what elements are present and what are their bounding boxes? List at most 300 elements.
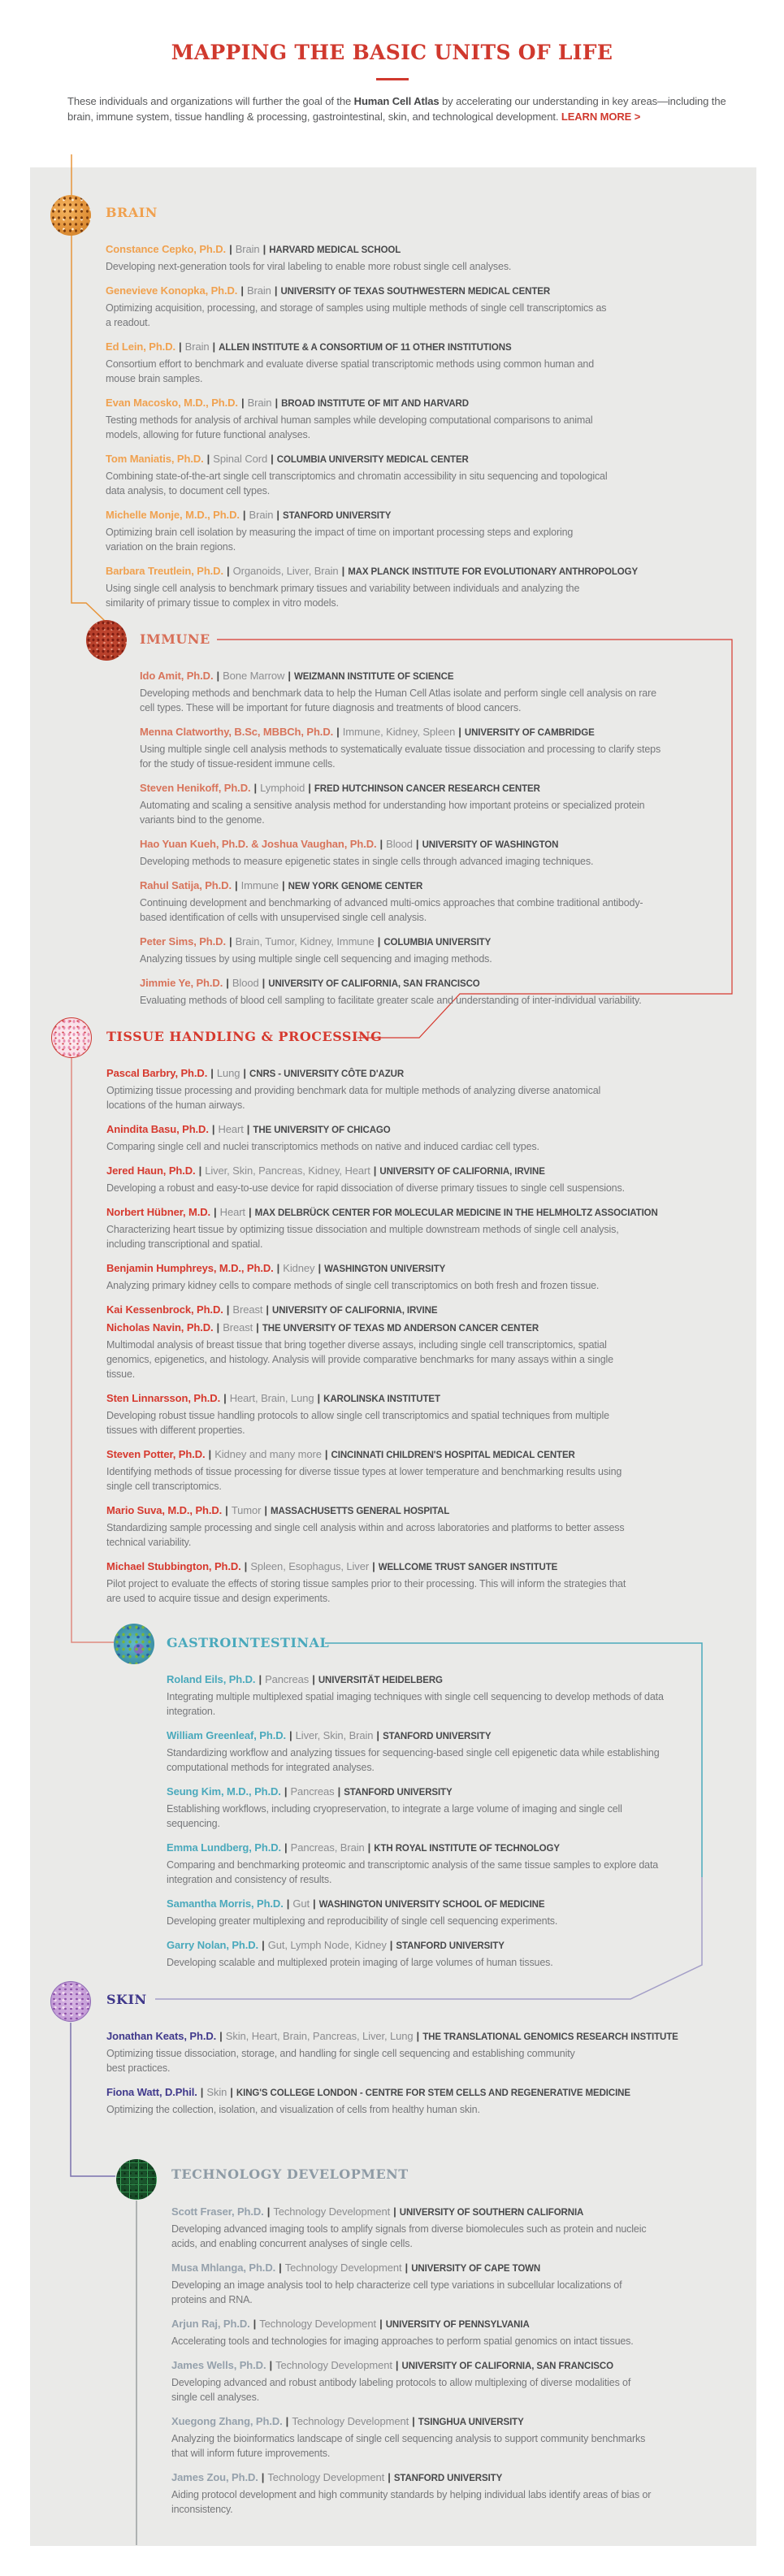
entry-heading (106, 451, 642, 468)
entry-description: Automating and scaling a sensitive analysis method for understanding how important proteins or specialized protein variants bind to the genome. (140, 800, 645, 826)
entry-heading (106, 1260, 748, 1277)
separator-bar: | (216, 670, 220, 682)
institution-name: UNIVERSITY OF CALIFORNIA, SAN FRANCISCO (268, 979, 480, 989)
entry-heading (171, 2260, 732, 2277)
researcher-entry (106, 1065, 748, 1112)
entry-list (106, 2028, 691, 2117)
separator-bar: | (376, 1729, 380, 1741)
researcher-entry (167, 1937, 735, 1970)
organ-list: Brain (184, 340, 210, 353)
researcher-name: Jonathan Keats, Ph.D. (106, 2030, 217, 2042)
researcher-name: Tom Maniatis, Ph.D. (106, 453, 204, 465)
researcher-name: Evan Macosko, M.D., Ph.D. (106, 397, 238, 409)
organ-list: Heart (219, 1206, 245, 1218)
separator-bar: | (226, 1303, 230, 1316)
separator-bar: | (253, 2318, 257, 2330)
researcher-name: Rahul Satija, Ph.D. (140, 879, 232, 891)
organ-list: Liver, Skin, Pancreas, Kidney, Heart (205, 1164, 370, 1177)
separator-bar: | (276, 1262, 280, 1274)
entry-description: Identifying methods of tissue processing for diverse tissue types at lower temperature and benchmarking results using single cell transcriptomics. (106, 1466, 622, 1492)
separator-bar: | (412, 2415, 415, 2427)
entry-description: Using multiple single cell analysis methods to systematically evaluate tissue dissociation and processing to clarify steps for the study of tissue-resident immune cells. (140, 744, 661, 770)
entry-heading (106, 2028, 691, 2045)
separator-bar: | (275, 397, 279, 409)
entry-description: Combining state-of-the-art single cell transcriptomics and chromatin accessibility in situ sequencing and topological data analysis, to document cell types. (106, 471, 608, 497)
organ-list: Tumor (231, 1504, 262, 1516)
entry-heading (167, 1896, 735, 1913)
organ-list: Skin, Heart, Brain, Pancreas, Liver, Lung (225, 2030, 414, 2042)
separator-bar: | (225, 1504, 228, 1516)
researcher-entry (106, 563, 642, 610)
researcher-name: Seung Kim, M.D., Ph.D. (167, 1785, 281, 1798)
organ-list: Liver, Skin, Brain (295, 1729, 374, 1741)
entry-description: Optimizing brain cell isolation by measuring the impact of time on important processing steps and exploring variation on the brain regions. (106, 527, 574, 553)
separator-bar: | (244, 1560, 248, 1572)
organ-list: Skin (206, 2086, 227, 2098)
category-section (106, 1992, 691, 2126)
organ-list: Gut, Lymph Node, Kidney (267, 1939, 387, 1951)
organ-list: Brain (235, 243, 260, 255)
separator-bar: | (312, 1673, 315, 1685)
researcher-name: Genevieve Konopka, Ph.D. (106, 284, 238, 297)
researcher-name: William Greenleaf, Ph.D. (167, 1729, 287, 1741)
separator-bar: | (198, 1164, 202, 1177)
institution-name: TSINGHUA UNIVERSITY (418, 2418, 524, 2427)
organ-list: Gut (292, 1897, 310, 1910)
entry-heading (171, 2357, 732, 2374)
separator-bar: | (288, 670, 291, 682)
separator-bar: | (271, 453, 274, 465)
entry-heading (167, 1840, 735, 1857)
researcher-name: Norbert Hübner, M.D. (106, 1206, 211, 1218)
researcher-name: Scott Fraser, Ph.D. (171, 2205, 264, 2218)
entry-list (171, 2204, 732, 2517)
separator-bar: | (206, 453, 210, 465)
researcher-entry (106, 507, 642, 554)
researcher-name: Ido Amit, Ph.D. (140, 670, 214, 682)
researcher-entry (167, 1728, 735, 1775)
entry-description: Comparing single cell and nuclei transcriptomics methods on native and induced cardiac cell types. (106, 1141, 539, 1152)
separator-bar: | (367, 1841, 371, 1854)
entry-description: Continuing development and benchmarking of advanced multi-omics approaches that combine traditional antibody-based identification of cells with unsupervised single cell analysis. (140, 897, 643, 923)
organ-list: Technology Development (275, 2359, 392, 2371)
entry-description: Developing methods to measure epigenetic states in single cells through advanced imaging techniques. (140, 856, 594, 867)
separator-bar: | (266, 1303, 270, 1316)
researcher-name: Roland Eils, Ph.D. (167, 1673, 256, 1685)
separator-bar: | (284, 1785, 288, 1798)
entry-heading (106, 1121, 748, 1138)
separator-bar: | (210, 1067, 214, 1079)
researcher-entry (106, 1559, 748, 1606)
organ-list: Lymphoid (260, 782, 305, 794)
institution-name: FRED HUTCHINSON CANCER RESEARCH CENTER (314, 784, 540, 794)
entry-heading (106, 1302, 748, 1319)
institution-name: UNIVERSITY OF PENNSYLVANIA (385, 2320, 530, 2330)
researcher-name: Arjun Raj, Ph.D. (171, 2318, 250, 2330)
researcher-entry (140, 668, 725, 715)
tissue-histology-micrograph-icon (51, 1017, 92, 1058)
gastrointestinal-cell-micrograph-icon (114, 1624, 154, 1664)
researcher-entry (106, 1390, 748, 1438)
institution-name: THE UNVERSITY OF TEXAS MD ANDERSON CANCER CENTER (262, 1324, 539, 1334)
researcher-entry (106, 451, 642, 498)
section-title: TECHNOLOGY DEVELOPMENT (171, 2166, 409, 2182)
entry-list (140, 668, 725, 1008)
separator-bar: | (389, 1939, 393, 1951)
separator-bar: | (279, 2262, 282, 2274)
institution-name: UNIVERSITY OF CAMBRIDGE (464, 728, 595, 738)
researcher-entry (106, 241, 642, 274)
researcher-entry (167, 1784, 735, 1831)
entry-description: Optimizing acquisition, processing, and storage of samples using multiple methods of single cell transcriptomics as a readout. (106, 302, 607, 328)
separator-bar: | (405, 2262, 409, 2274)
entry-list (106, 1065, 748, 1606)
section-title: GASTROINTESTINAL (167, 1635, 330, 1650)
researcher-name: James Wells, Ph.D. (171, 2359, 266, 2371)
circuit-board-micrograph-icon (116, 2159, 157, 2200)
separator-bar: | (337, 1785, 341, 1798)
separator-bar: | (276, 509, 280, 521)
organ-list: Organoids, Liver, Brain (232, 565, 339, 577)
organ-list: Brain (249, 509, 274, 521)
title-divider (376, 78, 409, 80)
researcher-entry (106, 2084, 691, 2117)
separator-bar: | (179, 340, 182, 353)
separator-bar: | (248, 1206, 252, 1218)
separator-bar: | (214, 1206, 217, 1218)
entry-description: Developing scalable and multiplexed protein imaging of large volumes of human tissues. (167, 1957, 553, 1968)
organ-list: Heart, Brain, Lung (229, 1392, 314, 1404)
researcher-entry (171, 2260, 732, 2307)
entry-heading (106, 1559, 748, 1576)
researcher-name: Kai Kessenbrock, Ph.D. (106, 1303, 223, 1316)
separator-bar: | (228, 935, 232, 948)
researcher-name: Musa Mhlanga, Ph.D. (171, 2262, 276, 2274)
learn-more-link[interactable]: LEARN MORE > (561, 111, 641, 123)
separator-bar: | (377, 935, 381, 948)
separator-bar: | (274, 284, 278, 297)
researcher-name: Steven Potter, Ph.D. (106, 1448, 206, 1460)
separator-bar: | (262, 243, 266, 255)
researcher-entry (140, 975, 725, 1008)
institution-name: STANFORD UNIVERSITY (396, 1941, 505, 1951)
entry-description: Multimodal analysis of breast tissue that bring together diverse assays, including single cell transcriptomics, spatial genomics, epigenetics, and histology. Analysis will provide comparative benchmarks for many assays within a single tissue. (106, 1339, 613, 1380)
separator-bar: | (341, 565, 345, 577)
separator-bar: | (373, 1164, 377, 1177)
entry-description: Analyzing tissues by using multiple single cell sequencing and imaging methods. (140, 953, 492, 965)
researcher-entry (106, 1302, 748, 1381)
researcher-name: Jimmie Ye, Ph.D. (140, 977, 223, 989)
separator-bar: | (208, 1448, 212, 1460)
researcher-name: Emma Lundberg, Ph.D. (167, 1841, 282, 1854)
institution-name: KING'S COLLEGE LONDON - CENTRE FOR STEM CELLS AND REGENERATIVE MEDICINE (236, 2088, 630, 2098)
researcher-name: Garry Nolan, Ph.D. (167, 1939, 259, 1951)
entry-heading (106, 339, 642, 356)
organ-list: Immune (240, 879, 279, 891)
institution-name: STANFORD UNIVERSITY (383, 1732, 492, 1741)
researcher-name: Constance Cepko, Ph.D. (106, 243, 227, 255)
entry-heading (140, 780, 725, 797)
institution-name: CINCINNATI CHILDREN'S HOSPITAL MEDICAL CENTER (331, 1451, 575, 1460)
separator-bar: | (336, 726, 340, 738)
organ-list: Blood (386, 838, 413, 850)
separator-bar: | (253, 782, 258, 794)
category-section (167, 1635, 735, 1979)
human-cell-atlas-bold: Human Cell Atlas (353, 95, 440, 107)
intro-paragraph (67, 93, 727, 124)
separator-bar: | (379, 838, 383, 850)
researcher-name: Menna Clatworthy, B.Sc, MBBCh, Ph.D. (140, 726, 334, 738)
separator-bar: | (264, 1504, 268, 1516)
brain-cell-micrograph-icon (50, 195, 91, 236)
researcher-entry (167, 1840, 735, 1887)
entry-heading (106, 1446, 748, 1464)
entry-heading (106, 1390, 748, 1407)
section-title: TISSUE HANDLING & PROCESSING (106, 1029, 383, 1044)
researcher-name: Fiona Watt, D.Phil. (106, 2086, 197, 2098)
separator-bar: | (318, 1262, 322, 1274)
separator-bar: | (256, 1321, 259, 1334)
entry-heading (171, 2204, 732, 2221)
entry-heading (106, 1320, 748, 1337)
organ-list: Pancreas (290, 1785, 335, 1798)
entry-description: Pilot project to evaluate the effects of storing tissue samples prior to their processing. This will inform the strategies that are used to acquire tissue and design experiments. (106, 1578, 626, 1604)
researcher-entry (106, 1163, 748, 1195)
entry-heading (167, 1672, 735, 1689)
entry-heading (106, 241, 642, 258)
separator-bar: | (308, 782, 311, 794)
researcher-entry (140, 836, 725, 869)
separator-bar: | (372, 1560, 375, 1572)
entry-heading (106, 1204, 748, 1221)
entry-description: Aiding protocol development and high community standards by helping individual labs identify areas of bias or inconsistency. (171, 2489, 652, 2515)
separator-bar: | (269, 2359, 273, 2371)
researcher-entry (106, 1260, 748, 1293)
entry-heading (140, 934, 725, 951)
organ-list: Technology Development (292, 2415, 409, 2427)
separator-bar: | (240, 284, 244, 297)
entry-description: Developing next-generation tools for viral labeling to enable more robust single cell analyses. (106, 261, 512, 272)
researcher-entry (106, 2028, 691, 2075)
institution-name: UNIVERSITY OF SOUTHERN CALIFORNIA (399, 2208, 584, 2218)
organ-list: Technology Development (284, 2262, 402, 2274)
entry-heading (106, 283, 642, 300)
separator-bar: | (395, 2359, 399, 2371)
entry-heading (171, 2470, 732, 2487)
entry-description: Accelerating tools and technologies for imaging approaches to perform spatial genomics on intact tissues. (171, 2335, 634, 2347)
separator-bar: | (416, 2030, 420, 2042)
separator-bar: | (286, 1897, 290, 1910)
researcher-name: Nicholas Navin, Ph.D. (106, 1321, 214, 1334)
separator-bar: | (261, 2471, 265, 2483)
researcher-entry (106, 1121, 748, 1154)
entry-heading (140, 836, 725, 853)
intro-text: by accelerating our understanding in key areas—including the brain, immune system, tissue handling & processing, gastrointestinal, skin, and technological development. (67, 95, 726, 123)
institution-name: KAROLINSKA INSTITUTET (323, 1394, 440, 1404)
separator-bar: | (289, 1729, 292, 1741)
institution-name: NEW YORK GENOME CENTER (288, 882, 423, 891)
entry-heading (140, 975, 725, 992)
organ-list: Breast (232, 1303, 263, 1316)
institution-name: UNIVERSITY OF WASHINGTON (422, 840, 559, 850)
entry-description: Integrating multiple multiplexed spatial imaging techniques with single cell sequencing to develop methods of data integration. (167, 1691, 664, 1717)
researcher-name: James Zou, Ph.D. (171, 2471, 258, 2483)
organ-list: Spinal Cord (213, 453, 268, 465)
researcher-name: Xuegong Zhang, Ph.D. (171, 2415, 283, 2427)
entry-heading (106, 1065, 748, 1082)
category-section (171, 2166, 732, 2526)
separator-bar: | (211, 1123, 215, 1135)
researcher-entry (140, 780, 725, 827)
entry-heading (106, 1163, 748, 1180)
researcher-entry (106, 339, 642, 386)
separator-bar: | (243, 1067, 247, 1079)
entry-description: Testing methods for analysis of archival human samples while developing computational comparisons to animal models, allowing for future functional analyses. (106, 414, 593, 440)
researcher-entry (106, 283, 642, 330)
researcher-name: Ed Lein, Ph.D. (106, 340, 175, 353)
entry-description: Comparing and benchmarking proteomic and transcriptomic analysis of the same tissue samples to explore data integration and consistency of results. (167, 1859, 659, 1885)
institution-name: COLUMBIA UNIVERSITY (383, 938, 492, 948)
researcher-name: Michael Stubbington, Ph.D. (106, 1560, 241, 1572)
entry-heading (171, 2316, 732, 2333)
researcher-entry (106, 1503, 748, 1550)
institution-name: UNIVERSITY OF TEXAS SOUTHWESTERN MEDICAL CENTER (280, 287, 551, 297)
entry-description: Developing methods and benchmark data to help the Human Cell Atlas isolate and perform single cell analysis on rare cell types. These will be important for future diagnosis and treatments of blood cancers. (140, 687, 656, 713)
entry-heading (140, 668, 725, 685)
researcher-entry (171, 2316, 732, 2348)
entry-description: Optimizing the collection, isolation, and visualization of cells from healthy human skin. (106, 2104, 480, 2115)
researcher-entry (171, 2204, 732, 2251)
institution-name: MAX PLANCK INSTITUTE FOR EVOLUTIONARY ANTHROPOLOGY (348, 567, 639, 577)
section-title: IMMUNE (140, 631, 210, 647)
researcher-entry (106, 1204, 748, 1251)
entry-heading (167, 1728, 735, 1745)
entry-description: Analyzing primary kidney cells to compare methods of single cell transcriptomics on both fresh and frozen tissue. (106, 1280, 600, 1291)
separator-bar: | (258, 1673, 262, 1685)
researcher-name: Anindita Basu, Ph.D. (106, 1123, 209, 1135)
researcher-name: Steven Henikoff, Ph.D. (140, 782, 251, 794)
skin-cell-micrograph-icon (50, 1981, 91, 2022)
separator-bar: | (324, 1448, 328, 1460)
separator-bar: | (317, 1392, 321, 1404)
separator-bar: | (242, 509, 246, 521)
institution-name: WASHINGTON UNIVERSITY (324, 1264, 446, 1274)
researcher-entry (171, 2470, 732, 2517)
separator-bar: | (246, 1123, 250, 1135)
institution-name: UNIVERSITY OF CAPE TOWN (411, 2264, 541, 2274)
institution-name: MASSACHUSETTS GENERAL HOSPITAL (271, 1507, 450, 1516)
separator-bar: | (240, 397, 245, 409)
organ-list: Immune, Kidney, Spleen (342, 726, 456, 738)
researcher-entry (140, 878, 725, 925)
entry-description: Optimizing tissue processing and providing benchmark data for multiple methods of analyzing diverse anatomical locations of the human airways. (106, 1085, 601, 1111)
entry-description: Developing greater multiplexing and reproducibility of single cell sequencing experiments. (167, 1915, 558, 1927)
researcher-name: Barbara Treutlein, Ph.D. (106, 565, 223, 577)
entry-description: Developing robust tissue handling protocols to allow single cell transcriptomics and spatial techniques from multiple tissues with different properties. (106, 1410, 609, 1436)
researcher-name: Sten Linnarsson, Ph.D. (106, 1392, 221, 1404)
separator-bar: | (393, 2205, 396, 2218)
entry-description: Establishing workflows, including cryopreservation, to integrate a large volume of imaging and single cell sequencing. (167, 1803, 622, 1829)
institution-name: CNRS - UNIVERSITY CÔTE D'AZUR (249, 1069, 405, 1079)
category-section (140, 631, 725, 1017)
institution-name: KTH ROYAL INSTITUTE OF TECHNOLOGY (374, 1844, 560, 1854)
researcher-entry (167, 1896, 735, 1928)
separator-bar: | (223, 1392, 227, 1404)
entry-heading (171, 2413, 732, 2431)
separator-bar: | (415, 838, 419, 850)
entry-description: Consortium effort to benchmark and evaluate diverse spatial transcriptomic methods using common human and mouse brain samples. (106, 358, 594, 384)
organ-list: Pancreas, Brain (290, 1841, 365, 1854)
entry-description: Optimizing tissue dissociation, storage, and handling for single cell sequencing and establishing community best practices. (106, 2048, 575, 2074)
entry-heading (106, 2084, 691, 2101)
separator-bar: | (262, 1939, 265, 1951)
researcher-name: Michelle Monje, M.D., Ph.D. (106, 509, 240, 521)
separator-bar: | (219, 2030, 223, 2042)
page-title: MAPPING THE BASIC UNITS OF LIFE (171, 41, 613, 64)
separator-bar: | (226, 977, 229, 989)
researcher-name: Samantha Morris, Ph.D. (167, 1897, 284, 1910)
separator-bar: | (226, 565, 230, 577)
organ-list: Technology Development (273, 2205, 391, 2218)
institution-name: ALLEN INSTITUTE & A CONSORTIUM OF 11 OTHER INSTITUTIONS (219, 343, 512, 353)
separator-bar: | (216, 1321, 220, 1334)
researcher-entry (167, 1672, 735, 1719)
entry-description: Developing an image analysis tool to help characterize cell type variations in subcellular localizations of proteins and RNA. (171, 2279, 622, 2305)
researcher-name: Benjamin Humphreys, M.D., Ph.D. (106, 1262, 274, 1274)
institution-name: UNIVERSITY OF CALIFORNIA, SAN FRANCISCO (401, 2361, 613, 2371)
entry-list (106, 241, 642, 610)
separator-bar: | (284, 1841, 288, 1854)
institution-name: WEIZMANN INSTITUTE OF SCIENCE (293, 672, 454, 682)
section-title: SKIN (106, 1992, 147, 2007)
entry-heading (140, 878, 725, 895)
separator-bar: | (458, 726, 461, 738)
researcher-entry (106, 1446, 748, 1494)
institution-name: STANFORD UNIVERSITY (393, 2474, 503, 2483)
institution-name: UNIVERSITY OF CALIFORNIA, IRVINE (272, 1306, 438, 1316)
entry-description: Standardizing workflow and analyzing tissues for sequencing-based single cell epigenetic data while establishing computational methods for integrated analyses. (167, 1747, 660, 1773)
institution-name: THE TRANSLATIONAL GENOMICS RESEARCH INSTITUTE (422, 2032, 678, 2042)
entry-heading (106, 563, 642, 580)
intro-text: These individuals and organizations will further the goal of the (67, 95, 354, 107)
organ-list: Brain, Tumor, Kidney, Immune (235, 935, 375, 948)
separator-bar: | (266, 2205, 271, 2218)
separator-bar: | (313, 1897, 316, 1910)
organ-list: Heart (218, 1123, 244, 1135)
researcher-entry (140, 724, 725, 771)
entry-description: Using single cell analysis to benchmark primary tissues and variability between individuals and analyzing the similarity of primary tissue to complex in vitro models. (106, 583, 580, 609)
organ-list: Kidney (283, 1262, 315, 1274)
institution-name: STANFORD UNIVERSITY (344, 1788, 453, 1798)
researcher-name: Hao Yuan Kueh, Ph.D. & Joshua Vaughan, Ph.D. (140, 838, 377, 850)
entry-heading (167, 1784, 735, 1801)
organ-list: Kidney and many more (214, 1448, 322, 1460)
organ-list: Breast (223, 1321, 253, 1334)
entry-heading (106, 507, 642, 524)
separator-bar: | (379, 2318, 383, 2330)
separator-bar: | (229, 243, 232, 255)
researcher-name: Pascal Barbry, Ph.D. (106, 1067, 208, 1079)
institution-name: UNIVERSITY OF CALIFORNIA, IRVINE (379, 1167, 545, 1177)
entry-description: Developing advanced imaging tools to amplify signals from diverse biomolecules such as protein and nucleic acids, and enabling concurrent analyses of single cells. (171, 2223, 647, 2249)
researcher-name: Peter Sims, Ph.D. (140, 935, 226, 948)
immune-cell-micrograph-icon (86, 620, 127, 661)
category-section (106, 1029, 748, 1615)
entry-description: Standardizing sample processing and single cell analysis within and across laboratories and platforms to better assess technical variability. (106, 1522, 625, 1548)
organ-list: Blood (232, 977, 259, 989)
separator-bar: | (230, 2086, 233, 2098)
institution-name: HARVARD MEDICAL SCHOOL (269, 245, 401, 255)
